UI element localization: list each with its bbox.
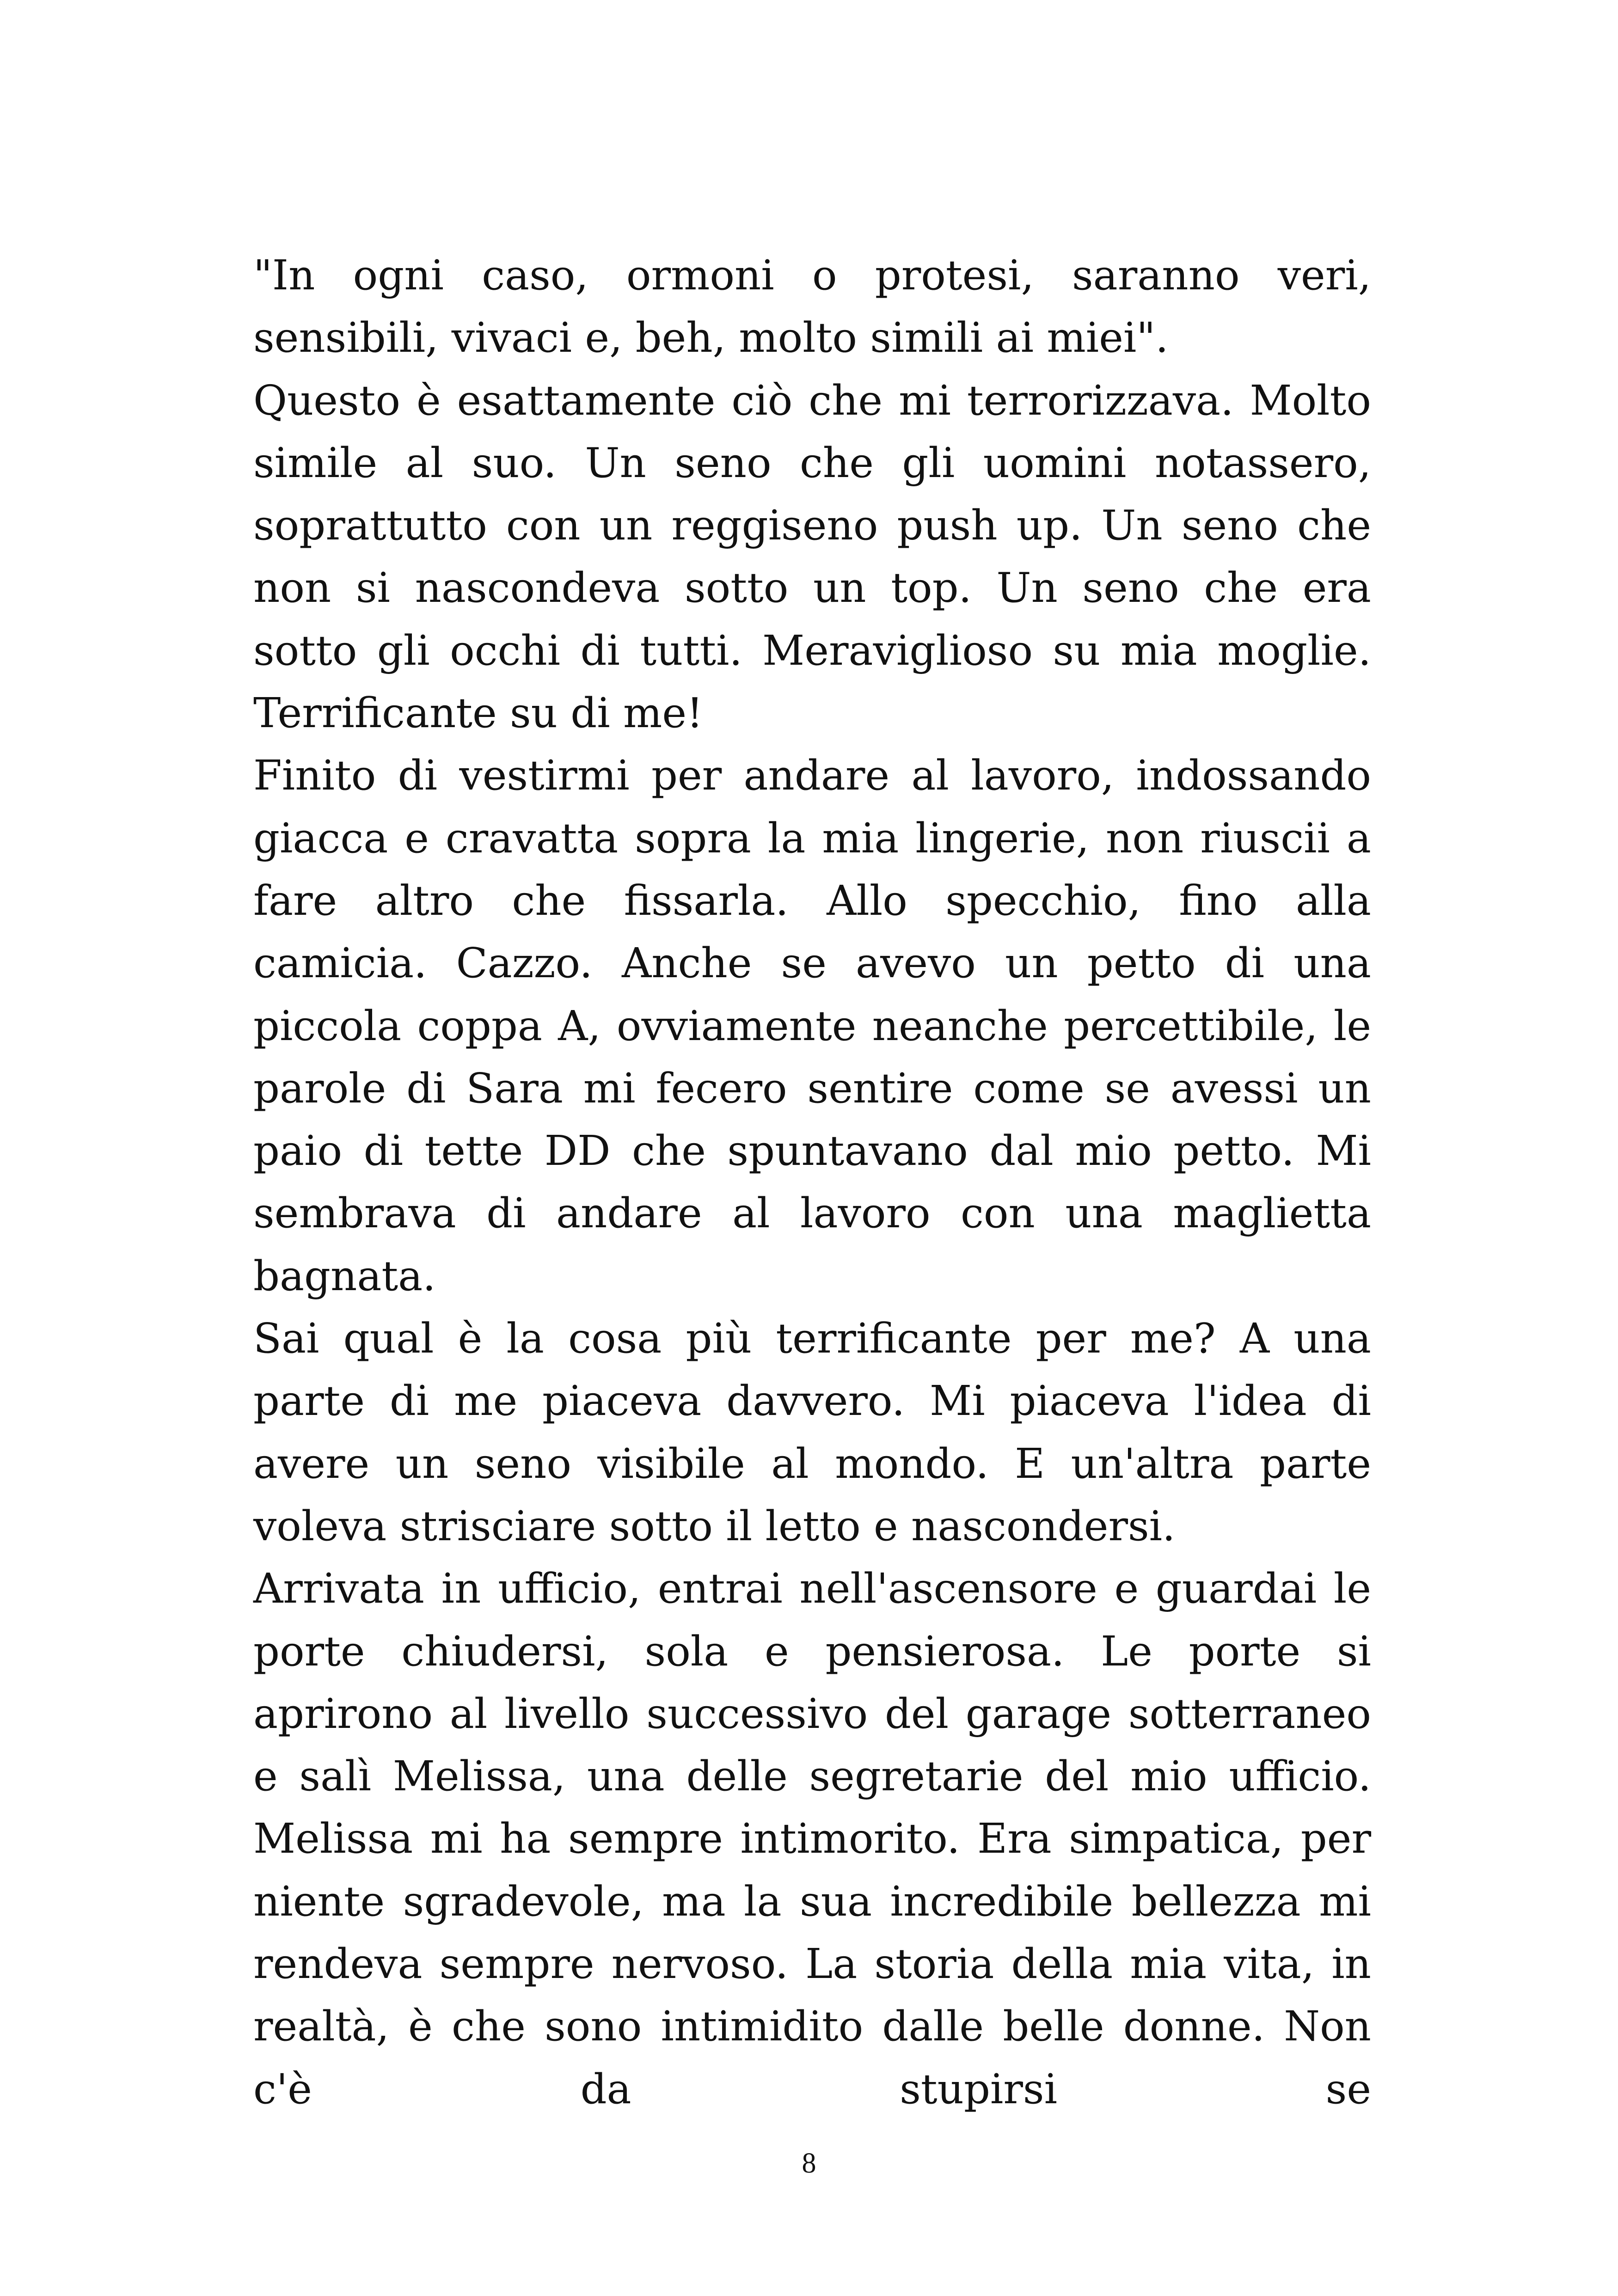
paragraph: Finito di vestirmi per andare al lavoro, indossando giacca e cravatta sopra la mia lingerie, non riuscii a fare altro che fissarla. Allo specchio, fino alla camicia. Cazzo. Anche se avevo un petto di una piccola coppa A, ovviamente neanche percettibile, le parole di Sara mi fecero sentire come se avessi un paio di tette DD che spuntavano dal mio petto. Mi sembrava di andare al lavoro con una maglietta bagnata. <box>253 751 1371 1300</box>
paragraph: Sai qual è la cosa più terrificante per me? A una parte di me piaceva davvero. Mi piaceva l'idea di avere un seno visibile al mondo. E un'altra parte voleva strisciare sotto il letto e nascondersi. <box>253 1314 1371 1550</box>
paragraph: "In ogni caso, ormoni o protesi, saranno veri, sensibili, vivaci e, beh, molto simili ai miei". <box>253 251 1371 362</box>
body-text <box>253 244 1371 2120</box>
paragraph: Arrivata in ufficio, entrai nell'ascensore e guardai le porte chiudersi, sola e pensierosa. Le porte si aprirono al livello successivo del garage sotterraneo e salì Melissa, una delle segretarie del mio ufficio. Melissa mi ha sempre intimorito. Era simpatica, per niente sgradevole, ma la sua incredibile bellezza mi rendeva sempre nervoso. La storia della mia vita, in realtà, è che sono intimidito dalle belle donne. Non c'è da stupirsi se <box>253 1564 1371 2113</box>
page-number: 8 <box>802 2148 816 2179</box>
paragraph: Questo è esattamente ciò che mi terrorizzava. Molto simile al suo. Un seno che gli uomini notassero, soprattutto con un reggiseno push up. Un seno che non si nascondeva sotto un top. Un seno che era sotto gli occhi di tutti. Meraviglioso su mia moglie. Terrificante su di me! <box>253 376 1371 737</box>
